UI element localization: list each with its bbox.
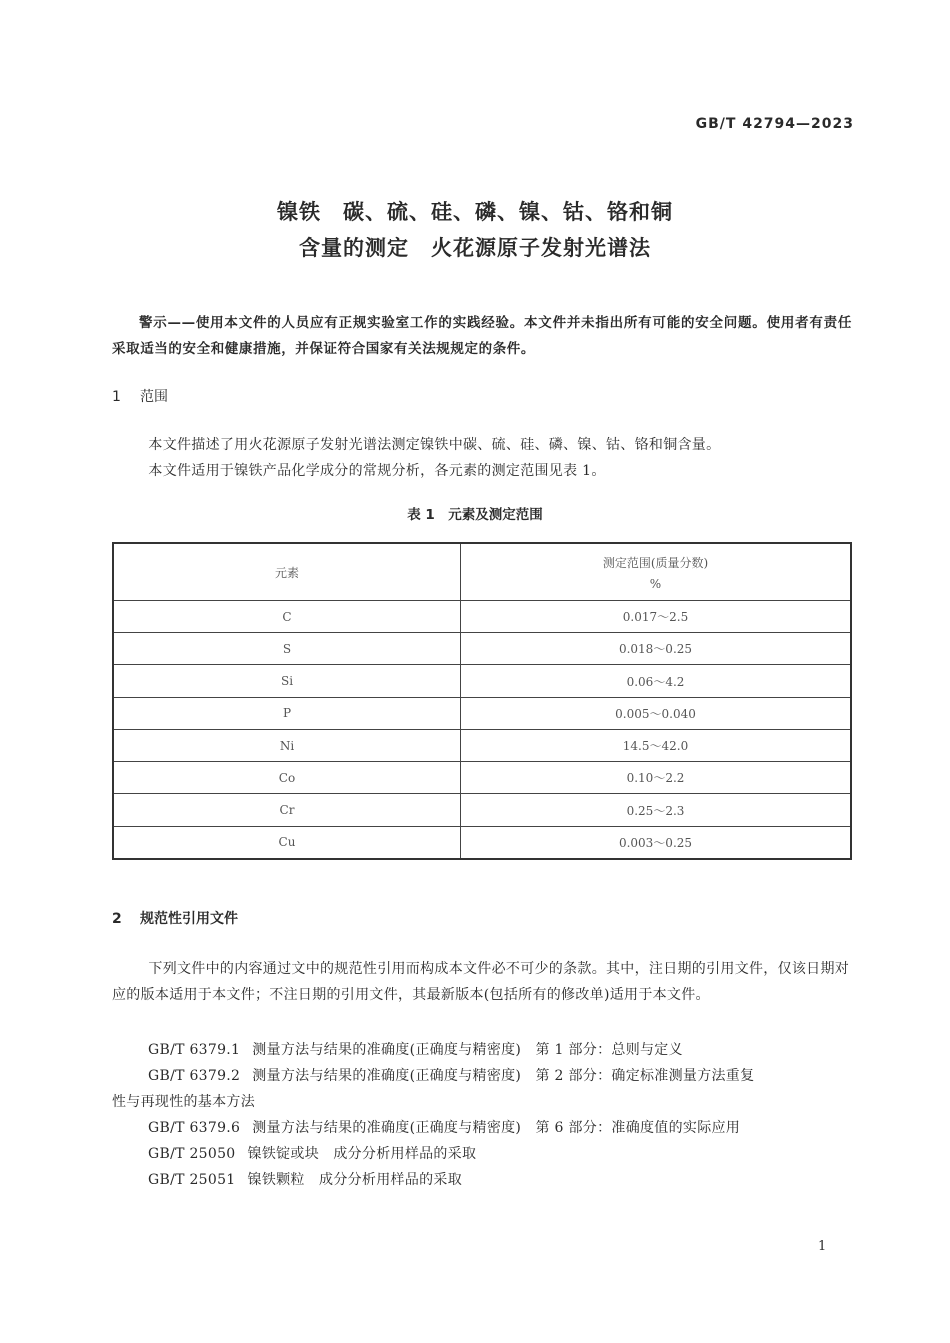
element-range-table xyxy=(112,542,852,860)
table-row xyxy=(113,826,851,859)
table-row xyxy=(113,665,851,697)
cell-element: C xyxy=(113,601,461,633)
reference-code: GB/T 6379.6 xyxy=(148,1120,241,1136)
cell-range: 0.10～2.2 xyxy=(461,762,852,794)
reference-code: GB/T 25051 xyxy=(148,1172,236,1188)
cell-range: 14.5～42.0 xyxy=(461,729,852,761)
table-caption: 表 1 元素及测定范围 xyxy=(407,507,543,523)
cell-range: 0.018～0.25 xyxy=(461,633,852,665)
reference-title: 测量方法与结果的准确度(正确度与精密度) 第 2 部分：确定标准测量方法重复 xyxy=(252,1068,755,1084)
scope-paragraph-2: 本文件适用于镍铁产品化学成分的常规分析，各元素的测定范围见表 1。 xyxy=(148,463,606,479)
table-row xyxy=(113,697,851,729)
header-range-unit: % xyxy=(649,576,662,591)
reference-code: GB/T 6379.1 xyxy=(148,1042,241,1058)
document-title-line-2: 含量的测定 火花源原子发射光谱法 xyxy=(299,236,651,260)
cell-range: 0.25～2.3 xyxy=(461,794,852,826)
standard-number: GB/T 42794—2023 xyxy=(695,116,854,132)
reference-item xyxy=(148,1063,754,1089)
cell-range: 0.005～0.040 xyxy=(461,697,852,729)
table-row xyxy=(113,794,851,826)
scope-paragraph-1: 本文件描述了用火花源原子发射光谱法测定镍铁中碳、硫、硅、磷、镍、钴、铬和铜含量。 xyxy=(148,437,721,453)
table-header-row xyxy=(113,543,851,601)
reference-title: 镍铁锭或块 成分分析用样品的采取 xyxy=(247,1146,477,1162)
reference-item xyxy=(148,1115,754,1141)
page-number: 1 xyxy=(818,1239,827,1254)
section-number: 2 xyxy=(112,911,122,927)
reference-code: GB/T 6379.2 xyxy=(148,1068,241,1084)
cell-element: Cu xyxy=(113,826,461,859)
section-2-heading xyxy=(112,908,238,928)
cell-element: S xyxy=(113,633,461,665)
safety-warning: 警示——使用本文件的人员应有正规实验室工作的实践经验。本文件并未指出所有可能的安全问题。使用者有责任采取适当的安全和健康措施，并保证符合国家有关法规规定的条件。 xyxy=(112,315,852,357)
cell-range: 0.06～4.2 xyxy=(461,665,852,697)
section-title: 规范性引用文件 xyxy=(140,911,238,927)
reference-list xyxy=(112,1037,755,1193)
cell-element: P xyxy=(113,697,461,729)
cell-range: 0.017～2.5 xyxy=(461,601,852,633)
header-range xyxy=(461,543,852,601)
reference-item xyxy=(148,1167,754,1193)
reference-title: 测量方法与结果的准确度(正确度与精密度) 第 6 部分：准确度值的实际应用 xyxy=(252,1120,741,1136)
cell-range: 0.003～0.25 xyxy=(461,826,852,859)
reference-item xyxy=(148,1037,754,1063)
cell-element: Co xyxy=(113,762,461,794)
section-1-heading xyxy=(112,386,168,406)
table-row xyxy=(113,633,851,665)
reference-title: 镍铁颗粒 成分分析用样品的采取 xyxy=(247,1172,463,1188)
table-row xyxy=(113,601,851,633)
header-range-label: 测定范围(质量分数) xyxy=(602,555,709,570)
table-row xyxy=(113,762,851,794)
reference-code: GB/T 25050 xyxy=(148,1146,236,1162)
cell-element: Cr xyxy=(113,794,461,826)
reference-title: 测量方法与结果的准确度(正确度与精密度) 第 1 部分：总则与定义 xyxy=(252,1042,683,1058)
section-number: 1 xyxy=(112,389,121,405)
reference-item xyxy=(148,1141,754,1167)
header-element: 元素 xyxy=(113,543,461,601)
cell-element: Si xyxy=(113,665,461,697)
document-title-line-1: 镍铁 碳、硫、硅、磷、镍、钴、铬和铜 xyxy=(277,200,673,224)
references-intro: 下列文件中的内容通过文中的规范性引用而构成本文件必不可少的条款。其中，注日期的引用文件，仅该日期对应的版本适用于本文件；不注日期的引用文件，其最新版本(包括所有的修改单)适用于本文件。 xyxy=(112,961,850,1003)
reference-item-continuation: 性与再现性的基本方法 xyxy=(112,1094,255,1110)
section-title: 范围 xyxy=(140,389,168,405)
cell-element: Ni xyxy=(113,729,461,761)
table-row xyxy=(113,729,851,761)
